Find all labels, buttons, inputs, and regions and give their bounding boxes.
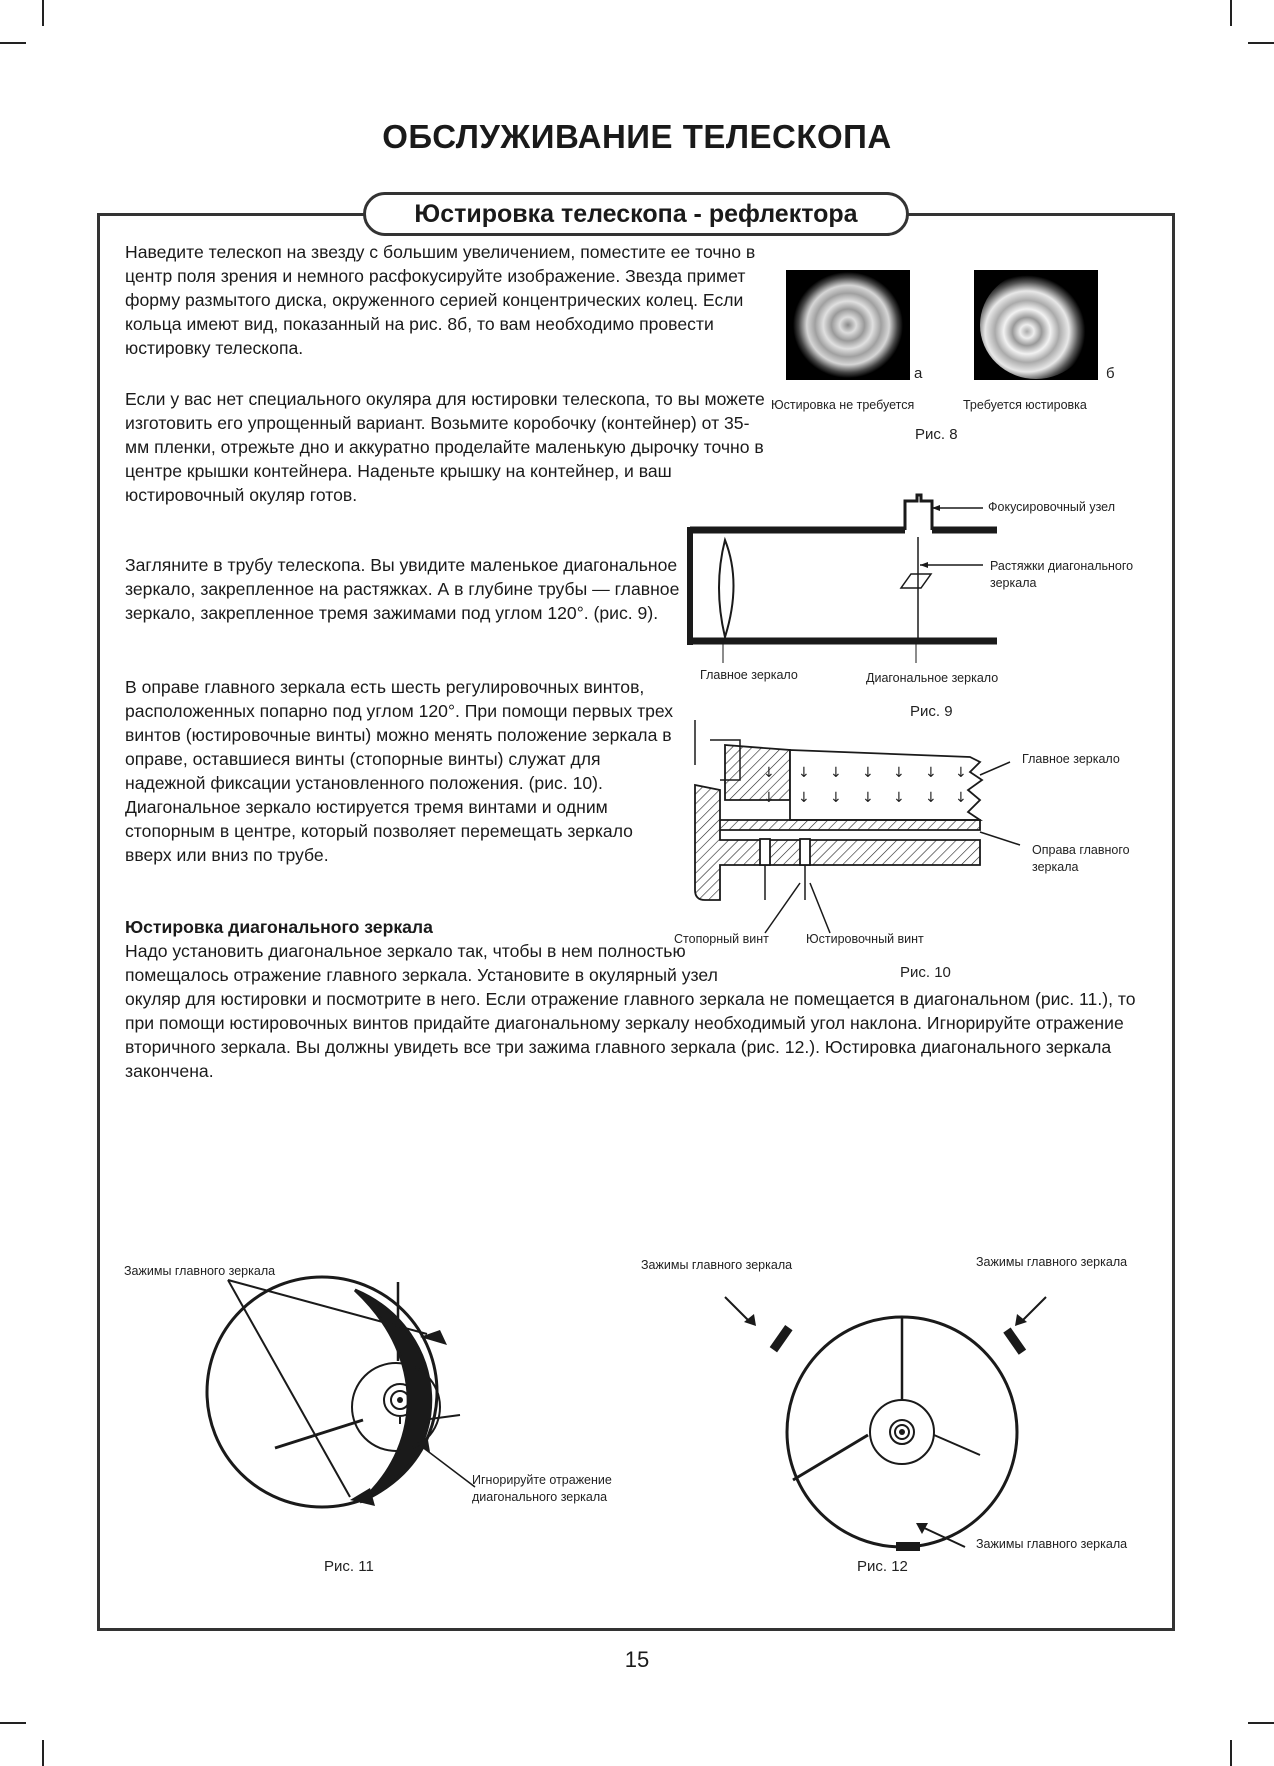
fig8-label-b: б — [1106, 365, 1115, 382]
fig9-diagonal-label: Диагональное зеркало — [866, 671, 999, 685]
fig9-focuser-label: Фокусировочный узел — [988, 500, 1116, 514]
fig11-title: Рис. 11 — [324, 1558, 374, 1575]
svg-text:↓: ↓ — [955, 790, 967, 806]
fig11-clips-label: Зажимы главного зеркала — [124, 1264, 276, 1278]
fig11-diagram — [130, 1270, 510, 1520]
svg-text:↓: ↓ — [830, 765, 842, 781]
svg-text:↓: ↓ — [798, 790, 810, 806]
svg-text:↓: ↓ — [830, 790, 842, 806]
paragraph-collimation-eyepiece: Если у вас нет специального окуляра для юстировки телескопа, то вы можете изготовить его упрощенный вариант. Возьмите коробочку (контейнер) от 35-мм пленки, отрежьте дно и аккуратно проделайте маленькую дырочку точно в центре крышки контейнера. Наденьте крышку на контейнер, и ваш юстировочный окуляр готов. — [125, 389, 765, 505]
fig10-primary-label: Главное зеркало — [1022, 752, 1120, 766]
fig12-clips-left-label: Зажимы главного зеркала — [641, 1258, 793, 1272]
svg-text:↓: ↓ — [925, 765, 937, 781]
crop-mark — [42, 0, 44, 26]
svg-text:↓: ↓ — [955, 765, 967, 781]
fig8-title: Рис. 8 — [915, 426, 958, 443]
float-spacer — [758, 939, 1150, 987]
svg-text:↓: ↓ — [862, 765, 874, 781]
crop-mark — [1248, 1722, 1274, 1724]
fig10-adjust-screw-label: Юстировочный винт — [806, 932, 924, 946]
svg-text:↓: ↓ — [893, 790, 905, 806]
fig9-title: Рис. 9 — [910, 703, 953, 720]
paragraph-intro: Наведите телескоп на звезду с большим увеличением, поместите ее точно в центр поля зрения и немного расфокусируйте изображение. Звезда примет форму размытого диска, окруженного серией концентрических колец. Если кольца имеют вид, показанный на рис. 8б, то вам необходимо провести юстировку телескопа. — [125, 242, 756, 358]
subheading-diagonal: Юстировка диагонального зеркала — [125, 917, 433, 937]
section-title: Юстировка телескопа - рефлектора — [363, 192, 909, 236]
fig12-clips-right-label: Зажимы главного зеркала — [976, 1255, 1128, 1269]
fig10-diagram — [680, 720, 1010, 910]
crop-mark — [42, 1740, 44, 1766]
crop-mark — [0, 1722, 26, 1724]
svg-text:↓: ↓ — [763, 765, 775, 781]
fig11-ignore-label: Игнорируйте отражение диагонального зеркала — [472, 1473, 612, 1504]
crop-mark — [1248, 42, 1274, 44]
svg-text:↓: ↓ — [862, 790, 874, 806]
svg-text:↓: ↓ — [763, 790, 775, 806]
paragraph-diagonal — [125, 939, 1150, 1083]
paragraph-primary-cell: В оправе главного зеркала есть шесть регулировочных винтов, расположенных попарно под углом 120°. При помощи первых трех винтов (юстировочные винты) можно менять положение зеркала в оправе, оставшиеся винты (стопорные винты) служат для надежной фиксации установленного положения. (рис. 10). Диагональное зеркало юстируется тремя винтами и одним стопорным в центре, который позволяет перемещать зеркало вверх или вниз по трубе. — [125, 677, 674, 865]
fig10-cell-label: Оправа главного зеркала — [1032, 843, 1130, 874]
fig8-caption-a: Юстировка не требуется — [771, 398, 915, 412]
crop-mark — [1230, 0, 1232, 26]
page-title: ОБСЛУЖИВАНИЕ ТЕЛЕСКОПА — [382, 118, 892, 155]
fig12-title: Рис. 12 — [857, 1558, 908, 1575]
paragraph-diagonal-text: Надо установить диагональное зеркало так, чтобы в нем полностью помещалось отражение главного зеркала. Установите в окулярный узел окуляр для юстировки и посмотрите в него. Если отражение главного зеркала не помещается в диагональном (рис. 11.), то при помощи юстировочных винтов придайте диагональному зеркалу необходимый угол наклона. Игнорируйте отражение вторичного зеркала. Вы должны увидеть все три зажима главного зеркала (рис. 12.). Юстировка диагонального зеркала закончена. — [125, 941, 1136, 1081]
fig12-clips-bottom-label: Зажимы главного зеркала — [976, 1537, 1128, 1551]
page-number: 15 — [624, 1647, 650, 1672]
fig8-diagram — [780, 268, 1100, 378]
fig9-primary-label: Главное зеркало — [700, 668, 798, 682]
paragraph-tube-view: Загляните в трубу телескопа. Вы увидите маленькое диагональное зеркало, закрепленное на растяжках. А в глубине трубы — главное зеркало, закрепленное тремя зажимами под углом 120°. (рис. 9). — [125, 555, 680, 623]
fig9-diagram — [685, 495, 1005, 650]
fig12-diagram — [640, 1270, 1060, 1570]
fig10-title: Рис. 10 — [900, 964, 951, 981]
fig9-spider-label: Растяжки диагонального зеркала — [990, 559, 1134, 590]
crop-mark — [1230, 1740, 1232, 1766]
fig8-caption-b: Требуется юстировка — [963, 398, 1087, 412]
fig10-lock-screw-label: Стопорный винт — [674, 932, 769, 946]
crop-mark — [0, 42, 26, 44]
fig8-label-a: а — [914, 365, 923, 382]
svg-text:↓: ↓ — [925, 790, 937, 806]
svg-text:↓: ↓ — [893, 765, 905, 781]
svg-text:↓: ↓ — [798, 765, 810, 781]
